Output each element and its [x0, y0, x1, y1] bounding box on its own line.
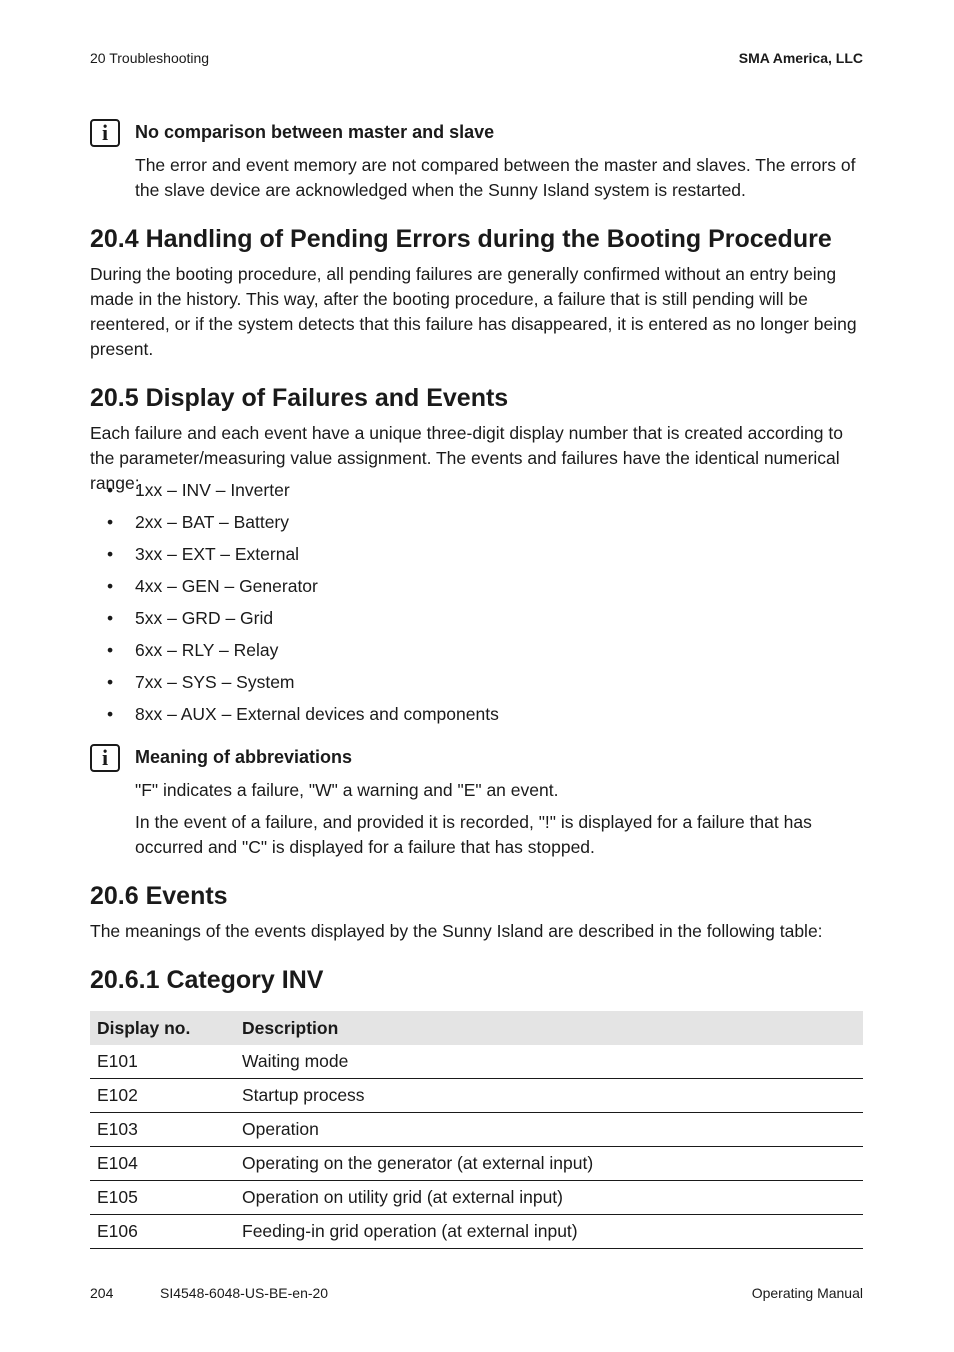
footer-page-number: 204 [90, 1285, 114, 1301]
note-title: No comparison between master and slave [135, 122, 495, 142]
header-section: 20 Troubleshooting [90, 50, 210, 66]
list-item: • 7xx – SYS – System [90, 668, 863, 700]
list-item: • 5xx – GRD – Grid [90, 604, 863, 636]
list-item: • 4xx – GEN – Generator [90, 572, 863, 604]
info-icon: i [90, 119, 120, 147]
column-header-description: Description [235, 1011, 863, 1045]
info-note-master-slave [90, 119, 863, 199]
events-table [90, 1011, 863, 1249]
cell-description: Operation [235, 1113, 863, 1147]
header-company: SMA America, LLC [738, 50, 863, 66]
table-row [90, 1113, 863, 1147]
cell-display-no: E105 [90, 1181, 235, 1215]
paragraph-20-5: Each failure and each event have a unique three-digit display number that is created according to the parameter/measuring value assignment. The events and failures have the identical numerical range: [90, 423, 843, 493]
cell-description: Feeding-in grid operation (at external input) [235, 1215, 863, 1249]
table-header-row [90, 1011, 863, 1045]
cell-description: Waiting mode [235, 1045, 863, 1079]
list-item: • 2xx – BAT – Battery [90, 508, 863, 540]
list-item: • 8xx – AUX – External devices and components [90, 700, 863, 732]
cell-display-no: E101 [90, 1045, 235, 1079]
list-item: • 1xx – INV – Inverter [90, 476, 863, 508]
note-text-line2: In the event of a failure, and provided it is recorded, "!" is displayed for a failure that has occurred and "C" is displayed for a failure that has stopped. [135, 812, 812, 857]
note-text: The error and event memory are not compared between the master and slaves. The errors of the slave device are acknowledged when the Sunny Island system is restarted. [135, 155, 856, 200]
cell-display-no: E104 [90, 1147, 235, 1181]
list-item: • 3xx – EXT – External [90, 540, 863, 572]
document-page [90, 0, 863, 1352]
heading-20-6: 20.6 Events [90, 882, 228, 910]
footer-doc-type: Operating Manual [751, 1285, 863, 1301]
footer-doc-id: SI4548-6048-US-BE-en-20 [160, 1285, 329, 1301]
note-title: Meaning of abbreviations [135, 747, 353, 767]
heading-20-4: 20.4 Handling of Pending Errors during the Booting Procedure [90, 225, 832, 253]
table-row [90, 1079, 863, 1113]
info-note-abbreviations [90, 744, 863, 864]
table-row [90, 1045, 863, 1079]
table-row [90, 1215, 863, 1249]
table-row [90, 1181, 863, 1215]
paragraph-20-6: The meanings of the events displayed by the Sunny Island are described in the following table: [90, 921, 823, 941]
cell-display-no: E102 [90, 1079, 235, 1113]
note-text-line1: "F" indicates a failure, "W" a warning and "E" an event. [135, 780, 559, 800]
heading-20-6-1: 20.6.1 Category INV [90, 966, 324, 994]
cell-display-no: E103 [90, 1113, 235, 1147]
cell-display-no: E106 [90, 1215, 235, 1249]
category-list [90, 476, 863, 732]
heading-20-5: 20.5 Display of Failures and Events [90, 384, 509, 412]
list-item: • 6xx – RLY – Relay [90, 636, 863, 668]
info-icon: i [90, 744, 120, 772]
cell-description: Operation on utility grid (at external input) [235, 1181, 863, 1215]
paragraph-20-4: During the booting procedure, all pending failures are generally confirmed without an entry being made in the history. This way, after the booting procedure, a failure that is still pending will be reentered, or if the system detects that this failure has disappeared, it is entered as no longer being present. [90, 264, 857, 359]
column-header-display-no: Display no. [90, 1011, 235, 1045]
cell-description: Operating on the generator (at external input) [235, 1147, 863, 1181]
cell-description: Startup process [235, 1079, 863, 1113]
table-row [90, 1147, 863, 1181]
